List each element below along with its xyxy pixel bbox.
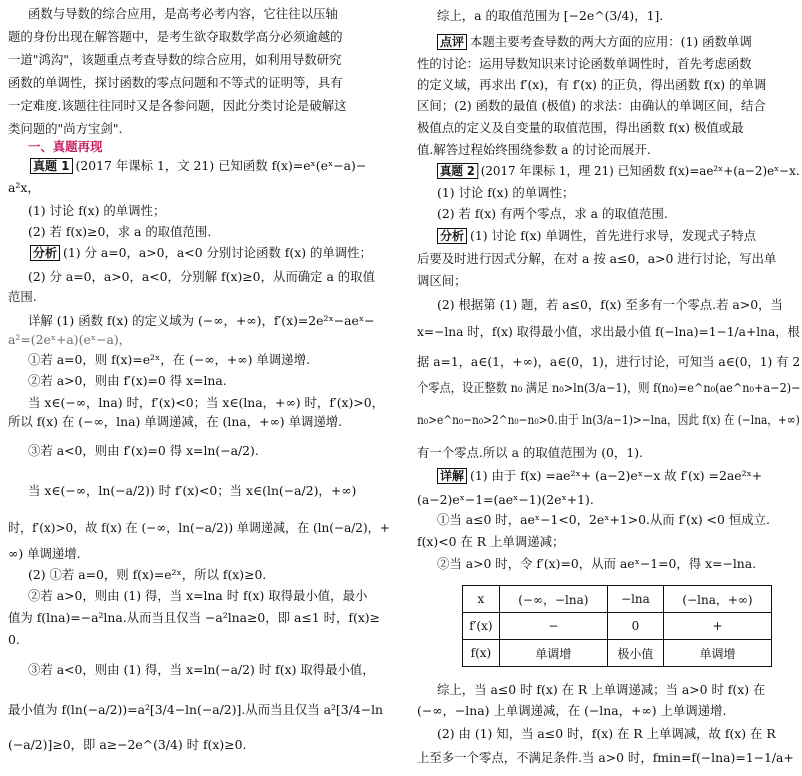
- zhenti2-label: 真题 2: [437, 163, 478, 179]
- solution-line: a²=(2eˣ+a)(eˣ−a)，: [8, 332, 132, 347]
- solution-line: 0.: [8, 632, 20, 647]
- table-cell: (−∞，−lna): [499, 586, 607, 613]
- table-cell: 0: [607, 613, 663, 640]
- fenxi2-label: 分析: [437, 228, 467, 244]
- solution-line: ①若 a=0，则 f(x)=e²ˣ，在 (−∞，+∞) 单调递增.: [28, 352, 310, 367]
- table-row: [463, 613, 772, 640]
- problem2-line: 真题 2 (2017 年课标 1，理 21) 已知函数 f(x)=ae²ˣ+(a−2)eˣ−x.: [437, 163, 800, 179]
- analysis2-line: n₀>e^n₀−n₀>2^n₀−n₀>0.由于 ln(3/a−1)>−lna，因此 f(x) 在 (−lna，+∞): [417, 412, 800, 427]
- solution-line: 值为 f(lna)=−a²lna.从而当且仅当 −a²lna≥0，即 a≤1 时，f(x)≥: [8, 610, 381, 625]
- problem1-line: 真题 1 (2017 年课标 1，文 21) 已知函数 f(x)=eˣ(eˣ−a)−: [30, 158, 366, 174]
- conclusion-line: 综上，a 的取值范围为 [−2e^(3/4)，1].: [437, 8, 664, 23]
- intro-line: 类问题的"尚方宝剑".: [8, 121, 123, 136]
- xiangjie-label: 详解: [437, 468, 467, 484]
- table-cell: −lna: [607, 586, 663, 613]
- analysis-line: (2) 分 a=0，a>0，a<0，分别解 f(x)≥0，从而确定 a 的取值: [28, 269, 375, 284]
- comment-line: 的定义域，再求出 f′(x)，有 f′(x) 的正负，得出函数 f(x) 的单调: [417, 77, 767, 92]
- analysis-line: 分析 (1) 分 a=0，a>0，a<0 分别讨论函数 f(x) 的单调性；: [30, 245, 372, 261]
- solution-line: 时，f′(x)>0，故 f(x) 在 (−∞，ln(−a/2)) 单调递减，在 (ln(−a/2)，+: [8, 520, 390, 535]
- problem1-line: a²x，: [8, 180, 40, 195]
- intro-line: 一道"鸿沟"，该题重点考查导数的综合应用，如利用导数研究: [8, 52, 342, 67]
- table-cell: 单调增: [663, 640, 771, 667]
- problem2-line: (2) 若 f(x) 有两个零点，求 a 的取值范围.: [437, 206, 668, 221]
- solution2-line: 详解 (1) 由于 f(x) =ae²ˣ+ (a−2)eˣ−x 故 f′(x) =2ae²ˣ+: [437, 468, 762, 484]
- solution2-line: (a−2)eˣ−1=(aeˣ−1)(2eˣ+1).: [417, 492, 594, 507]
- table-cell: x: [463, 586, 500, 613]
- solution-line: 当 x∈(−∞，lna) 时，f′(x)<0；当 x∈(lna，+∞) 时，f′(x)>0，: [28, 395, 385, 410]
- summary-line: 综上，当 a≤0 时 f(x) 在 R 上单调递减；当 a>0 时 f(x) 在: [437, 682, 766, 697]
- analysis-line: 范围.: [8, 289, 37, 304]
- solution2-line: ②当 a>0 时，令 f′(x)=0，从而 aeˣ−1=0，得 x=−lna.: [437, 556, 757, 571]
- analysis2-line: x=−lna 时，f(x) 取得最小值，求出最小值 f(−lna)=1−1/a+lna，根: [417, 324, 800, 339]
- summary-line: 上至多一个零点，不满足条件.当 a>0 时，fmin=f(−lna)=1−1/a+: [417, 750, 794, 765]
- table-cell: 极小值: [607, 640, 663, 667]
- solution-line: 所以 f(x) 在 (−∞，lna) 单调递减，在 (lna，+∞) 单调递增.: [8, 414, 343, 429]
- comment-line: 值.解答过程始终围绕参数 a 的讨论而展开.: [417, 142, 651, 157]
- dianping-label: 点评: [437, 34, 467, 50]
- problem1-line: (1) 讨论 f(x) 的单调性；: [28, 203, 166, 218]
- solution-line: 当 x∈(−∞，ln(−a/2)) 时 f′(x)<0；当 x∈(ln(−a/2)，+∞): [28, 483, 357, 498]
- solution2-line: f(x)<0 在 R 上单调递减；: [417, 534, 565, 549]
- table-cell: −: [499, 613, 607, 640]
- comment-line: 性的讨论：运用导数知识来讨论函数单调性时，首先考虑函数: [417, 56, 752, 71]
- analysis2-line: (2) 根据第 (1) 题，若 a≤0，f(x) 至多有一个零点.若 a>0，当: [437, 297, 783, 312]
- table-cell: f′(x): [463, 613, 500, 640]
- intro-line: 函数的单调性，探讨函数的零点问题和不等式的证明等，具有: [8, 75, 343, 90]
- summary-line: (−∞，−lna) 上单调递减，在 (−lna，+∞) 上单调递增.: [417, 703, 727, 718]
- analysis2-line: 分析 (1) 讨论 f(x) 单调性，首先进行求导，发现式子特点: [437, 228, 756, 244]
- comment-line: 点评 本题主要考查导数的两大方面的应用：(1) 函数单调: [437, 34, 752, 50]
- summary-line: (2) 由 (1) 知，当 a≤0 时，f(x) 在 R 上单调减，故 f(x) 在 R: [437, 726, 776, 741]
- table-cell: (−lna，+∞): [663, 586, 771, 613]
- monotonicity-table: [462, 585, 772, 667]
- solution-line: ③若 a<0，则由 (1) 得，当 x=ln(−a/2) 时 f(x) 取得最小值，: [28, 662, 375, 677]
- intro-line: 函数与导数的综合应用，是高考必考内容，它往往以压轴: [28, 6, 338, 21]
- solution-line: (2) ①若 a=0，则 f(x)=e²ˣ，所以 f(x)≥0.: [28, 567, 267, 582]
- solution-line: ③若 a<0，则由 f′(x)=0 得 x=ln(−a/2).: [28, 443, 259, 458]
- table-row: [463, 586, 772, 613]
- intro-line: 一定难度.该题往往同时又是各参问题，因此分类讨论是破解这: [8, 98, 347, 113]
- table-cell: f(x): [463, 640, 500, 667]
- table-cell: +: [663, 613, 771, 640]
- solution-line: (−a/2)]≥0，即 a≥−2e^(3/4) 时 f(x)≥0.: [8, 737, 247, 752]
- problem2-line: (1) 讨论 f(x) 的单调性；: [437, 185, 575, 200]
- solution-line: 最小值为 f(ln(−a/2))=a²[3/4−ln(−a/2)].从而当且仅当 a²[3/4−ln: [8, 702, 384, 717]
- fenxi-label: 分析: [30, 245, 60, 261]
- solution-line: ②若 a>0，则由 (1) 得，当 x=lna 时 f(x) 取得最小值，最小: [28, 588, 368, 603]
- intro-line: 题的身份出现在解答题中，是考生欲夺取数学高分必须逾越的: [8, 29, 343, 44]
- solution-line: ②若 a>0，则由 f′(x)=0 得 x=lna.: [28, 373, 227, 388]
- analysis2-line: 后要及时进行因式分解，在对 a 按 a≤0，a>0 进行讨论，写出单: [417, 251, 777, 266]
- analysis2-line: 调区间；: [417, 273, 467, 288]
- analysis2-line: 个零点，设正整数 n₀ 满足 n₀>ln(3/a−1)，则 f(n₀)=e^n₀(ae^n₀+a−2)−: [417, 380, 801, 395]
- comment-line: 极值点的定义及自变量的取值范围，得出函数 f(x) 极值或最: [417, 120, 744, 135]
- problem1-line: (2) 若 f(x)≥0，求 a 的取值范围.: [28, 224, 212, 239]
- section-heading: 一、真题再现: [28, 139, 103, 154]
- zhenti1-label: 真题 1: [30, 158, 73, 174]
- analysis2-line: 据 a=1，a∈(1，+∞)，a∈(0，1)，进行讨论，可知当 a∈(0，1) 有 2: [417, 354, 801, 369]
- table-cell: 单调增: [499, 640, 607, 667]
- solution2-line: ①当 a≤0 时，aeˣ−1<0，2eˣ+1>0.从而 f′(x) <0 恒成立.: [437, 512, 770, 527]
- comment-line: 区间；(2) 函数的最值 (极值) 的求法：由确认的单调区间，结合: [417, 98, 766, 113]
- analysis2-line: 有一个零点.所以 a 的取值范围为 (0，1).: [417, 445, 643, 460]
- solution-line: ∞) 单调递增.: [8, 546, 81, 561]
- solution-line: 详解 (1) 函数 f(x) 的定义域为 (−∞，+∞)，f′(x)=2e²ˣ−aeˣ−: [28, 313, 375, 328]
- table-row: [463, 640, 772, 667]
